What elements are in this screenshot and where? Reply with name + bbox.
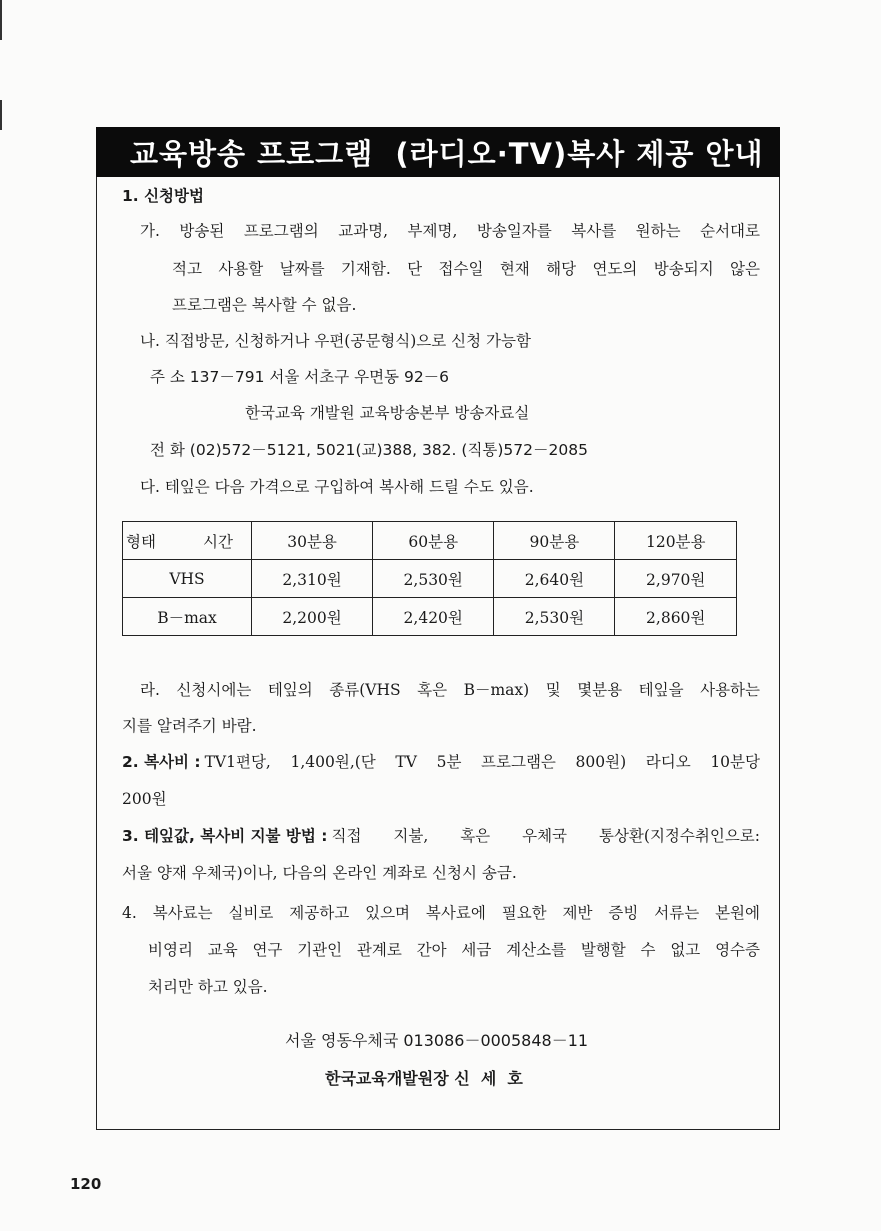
scan-edge-mark <box>0 100 2 130</box>
phone-line: 전 화 (02)572－5121, 5021(교)388, 382. (직통)572－2085 <box>150 441 588 459</box>
ra-line1: 라. 신청시에는 테잎의 종류(VHS 혹은 B－max) 및 몇분용 테잎을 사용하는 <box>140 681 760 699</box>
row-label: B－max <box>123 598 252 636</box>
table-header-row <box>123 522 737 560</box>
section2-line2: 200원 <box>122 790 167 808</box>
ra-line2: 지를 알려주기 바람. <box>122 717 257 735</box>
ga-line3: 프로그램은 복사할 수 없음. <box>172 296 357 314</box>
notice-title: 교육방송 프로그램 (라디오·TV)복사 제공 안내 <box>96 127 780 177</box>
section2-label: 2. 복사비 : <box>122 753 201 771</box>
section3-line1 <box>122 826 760 846</box>
section2-line1 <box>122 752 760 772</box>
row-label: VHS <box>123 560 252 598</box>
section3-line2: 서울 양재 우체국)이나, 다음의 온라인 계좌로 신청시 송금. <box>122 864 517 882</box>
price-cell: 2,530원 <box>494 598 615 636</box>
corner-time-label: 시간 <box>203 532 233 551</box>
da-line: 다. 테잎은 다음 가격으로 구입하여 복사해 드릴 수도 있음. <box>140 478 534 496</box>
section1-heading: 1. 신청방법 <box>122 187 204 205</box>
column-header: 30분용 <box>252 522 373 560</box>
table-row <box>123 560 737 598</box>
na-line: 나. 직접방문, 신청하거나 우편(공문형식)으로 신청 가능함 <box>140 332 531 350</box>
address-line: 주 소 137－791 서울 서초구 우면동 92－6 <box>150 368 450 386</box>
ga-line2: 적고 사용할 날짜를 기재함. 단 접수일 현재 해당 연도의 방송되지 않은 <box>172 260 760 278</box>
price-cell: 2,200원 <box>252 598 373 636</box>
price-table <box>122 521 737 636</box>
column-header: 60분용 <box>373 522 494 560</box>
corner-type-label: 형태 <box>126 532 156 551</box>
office-line: 한국교육 개발원 교육방송본부 방송자료실 <box>245 404 530 422</box>
table-corner-cell <box>123 522 252 560</box>
table-row <box>123 598 737 636</box>
price-cell: 2,970원 <box>615 560 737 598</box>
section4-line3: 처리만 하고 있음. <box>148 978 268 996</box>
ga-line1: 가. 방송된 프로그램의 교과명, 부제명, 방송일자를 복사를 원하는 순서대로 <box>140 222 760 240</box>
column-header: 90분용 <box>494 522 615 560</box>
section3-text: 직접 지불, 혹은 우체국 통상환(지정수취인으로: <box>331 827 760 845</box>
section2-text: TV1편당, 1,400원,(단 TV 5분 프로그램은 800원) 라디오 10분당 <box>204 753 760 771</box>
account-line: 서울 영동우체국 013086－0005848－11 <box>285 1031 589 1050</box>
scan-edge-mark <box>0 0 2 40</box>
section3-label: 3. 테잎값, 복사비 지불 방법 : <box>122 827 328 845</box>
signature-line: 한국교육개발원장 신 세 호 <box>325 1069 523 1088</box>
price-cell: 2,310원 <box>252 560 373 598</box>
page-number: 120 <box>70 1175 102 1193</box>
section4-line2: 비영리 교육 연구 기관인 관계로 간아 세금 계산소를 발행할 수 없고 영수증 <box>148 941 760 959</box>
column-header: 120분용 <box>615 522 737 560</box>
section4-line1: 4. 복사료는 실비로 제공하고 있으며 복사료에 필요한 제반 증빙 서류는 본원에 <box>122 904 760 922</box>
price-cell: 2,640원 <box>494 560 615 598</box>
price-cell: 2,860원 <box>615 598 737 636</box>
price-cell: 2,420원 <box>373 598 494 636</box>
price-cell: 2,530원 <box>373 560 494 598</box>
